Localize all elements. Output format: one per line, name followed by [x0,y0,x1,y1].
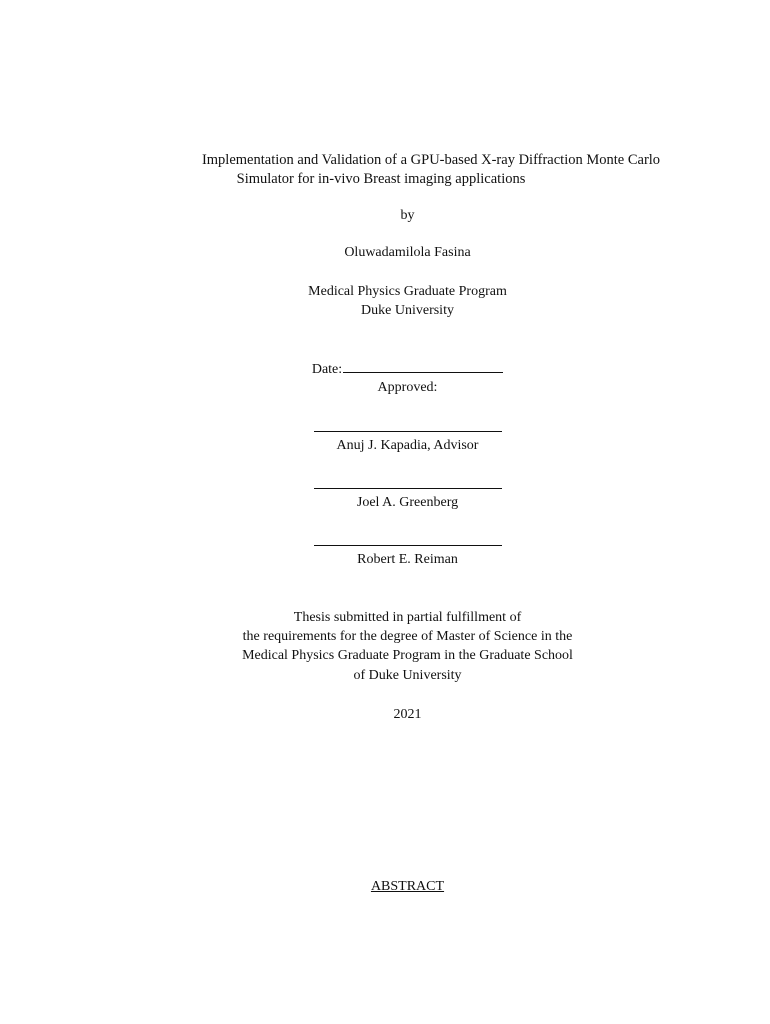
title-line-1: Implementation and Validation of a GPU-based X-ray Diffraction Monte Carlo [201,152,661,168]
thesis-statement-line-1: Thesis submitted in partial fulfillment of [293,610,522,625]
signature-line-3 [314,545,502,546]
thesis-statement-line-2: the requirements for the degree of Master of Science in the [242,629,573,644]
date-field [0,358,770,379]
thesis-statement-line-4: of Duke University [353,668,462,683]
university-name: Duke University [361,303,454,318]
date-blank-line [343,358,503,373]
signatory-2: Joel A. Greenberg [356,495,459,510]
thesis-statement-line-3: Medical Physics Graduate Program in the Graduate School [242,648,573,663]
program-name: Medical Physics Graduate Program [308,284,507,299]
signature-line-1 [314,431,502,432]
signature-line-2 [314,488,502,489]
approved-label: Approved: [377,380,438,395]
by-label: by [400,208,415,223]
title-line-2: Simulator for in-vivo Breast imaging applications [236,171,526,187]
author-name: Oluwadamilola Fasina [344,245,471,260]
abstract-heading: ABSTRACT [370,879,445,894]
signatory-advisor: Anuj J. Kapadia, Advisor [336,438,479,453]
year: 2021 [393,707,422,722]
date-label: Date: [311,362,343,377]
signatory-3: Robert E. Reiman [357,552,458,567]
